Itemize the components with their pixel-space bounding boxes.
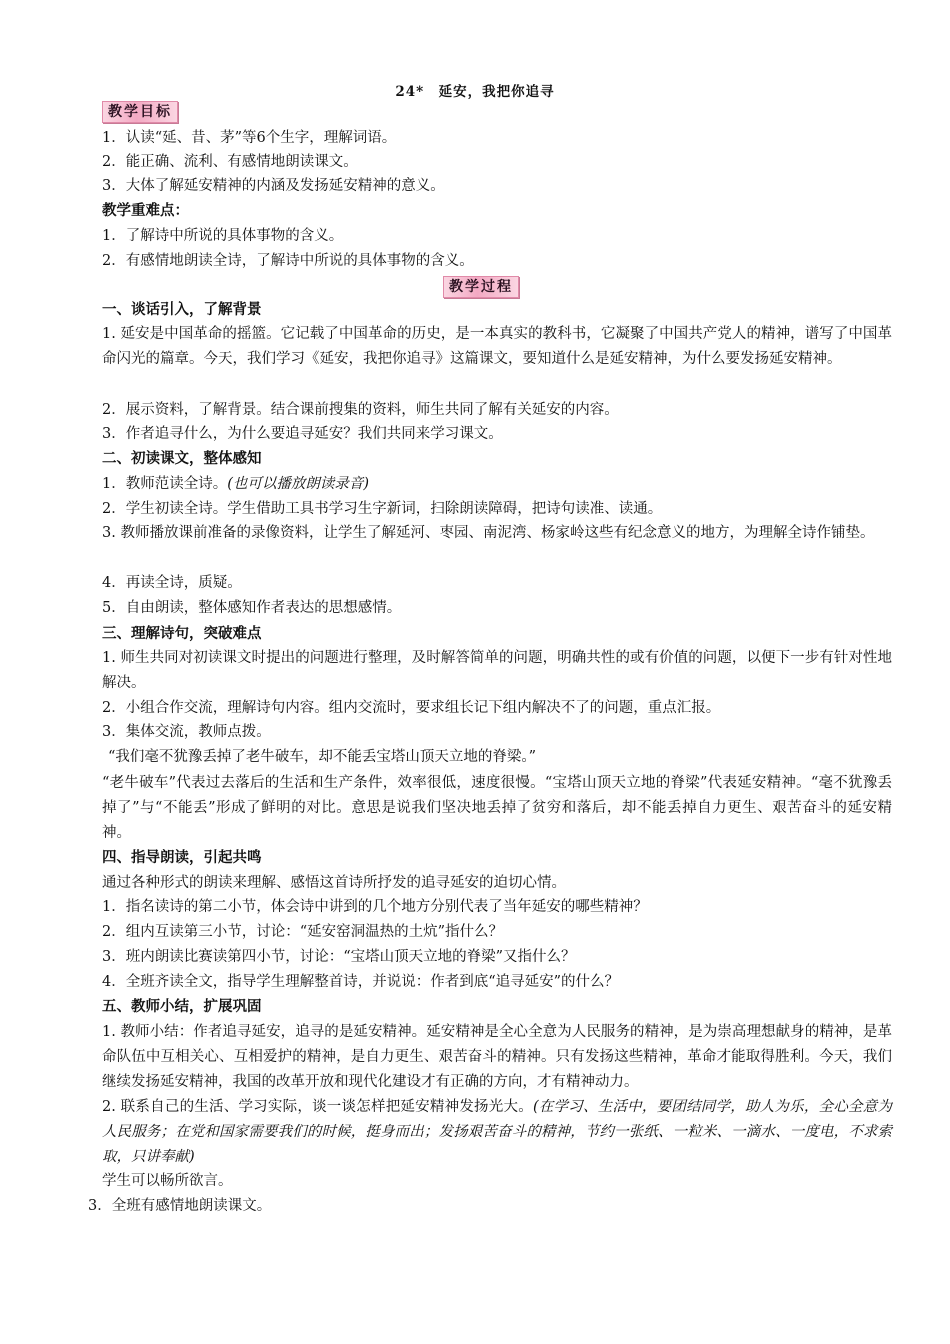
quote: “我们毫不犹豫丢掉了老牛破车，却不能丢宝塔山顶天立地的脊梁。” — [108, 749, 537, 765]
paragraph: 3．集体交流，教师点拨。 — [102, 724, 271, 740]
paragraph: 5．自由朗读，整体感知作者表达的思想感情。 — [102, 600, 402, 616]
paragraph: 3．班内朗读比赛读第四小节，讨论：“宝塔山顶天立地的脊梁”又指什么？ — [102, 949, 576, 965]
paragraph-text: 2. 联系自己的生活、学习实际，谈一谈怎样把延安精神发扬光大。 — [102, 1099, 533, 1115]
paragraph: 1. 教师小结：作者追寻延安，追寻的是延安精神。延安精神是全心全意为人民服务的精神，是为崇高理想献身的精神，是革命队伍中互相关心、互相爱护的精神，是自力更生、艰苦奋斗的精神。只有发扬这些精神，革命才能取得胜利。今天，我们继续发扬延安精神，我国的改革开放和现代化建设才有正确的方向，才有精神动力。 — [102, 1024, 892, 1090]
paragraph: “老牛破车”代表过去落后的生活和生产条件，效率很低，速度很慢。“宝塔山顶天立地的脊梁”代表延安精神。“毫不犹豫丢掉了”与“不能丢”形成了鲜明的对比。意思是说我们坚决地丢掉了贫穷和落后，却不能丢掉自力更生、艰苦奋斗的延安精神。 — [102, 775, 892, 841]
section-heading: 三、理解诗句，突破难点 — [102, 626, 262, 642]
paragraph: 2．学生初读全诗。学生借助工具书学习生字新词，扫除朗读障碍，把诗句读准、读通。 — [102, 501, 663, 517]
paragraph: 4．再读全诗，质疑。 — [102, 575, 242, 591]
paragraph: 1．指名读诗的第二小节，体会诗中讲到的几个地方分别代表了当年延安的哪些精神？ — [102, 899, 648, 915]
paragraph: 2．组内互读第三小节，讨论：“延安窑洞温热的土炕”指什么？ — [102, 924, 504, 940]
teaching-goals-badge: 教学目标 — [102, 101, 178, 123]
section-heading: 二、初读课文，整体感知 — [102, 451, 262, 467]
paragraph-note: (在学习、生活中，要团结同学，助人为乐，全心全意为人民服务；在党和国家需要我们的时候，挺身而出；发扬艰苦奋斗的精神，节约一张纸、一粒米、一滴水、一度电，不求索取，只讲奉献) — [102, 1099, 892, 1165]
section-heading: 四、指导朗读，引起共鸣 — [102, 850, 262, 866]
paragraph: 通过各种形式的朗读来理解、感悟这首诗所抒发的追寻延安的迫切心情。 — [102, 875, 566, 891]
paragraph: 2．小组合作交流，理解诗句内容。组内交流时，要求组长记下组内解决不了的问题，重点汇报。 — [102, 700, 721, 716]
paragraph: 3. 教师播放课前准备的录像资料，让学生了解延河、枣园、南泥湾、杨家岭这些有纪念意义的地方，为理解全诗作铺垫。 — [102, 525, 875, 541]
key-points-heading: 教学重难点： — [102, 203, 189, 219]
goal-item: 3．大体了解延安精神的内涵及发扬延安精神的意义。 — [102, 178, 445, 194]
paragraph-text: 1．教师范读全诗。 — [102, 476, 228, 492]
teaching-process-badge: 教学过程 — [443, 276, 519, 298]
paragraph: 学生可以畅所欲言。 — [102, 1173, 233, 1189]
goal-item: 1．认读“延、昔、茅”等6个生字，理解词语。 — [102, 130, 397, 146]
paragraph: 2．展示资料，了解背景。结合课前搜集的资料，师生共同了解有关延安的内容。 — [102, 402, 619, 418]
paragraph — [102, 1095, 892, 1170]
key-point-item: 1．了解诗中所说的具体事物的含义。 — [102, 228, 344, 244]
paragraph-text: 1. 延安是中国革命的摇篮。它记载了中国革命的历史，是一本真实的教科书，它凝聚了中国共产党人的精神，谱写了中国革命闪光的篇章。今天，我们学习《延安，我把你追寻》这篇课文，要知道什么是延安精神，为什么要发扬延安精神。 — [102, 326, 892, 367]
section-heading: 五、教师小结，扩展巩固 — [102, 999, 262, 1015]
section-heading: 一、谈话引入，了解背景 — [102, 302, 262, 318]
paragraph: 1. 师生共同对初读课文时提出的问题进行整理，及时解答简单的问题，明确共性的或有价值的问题，以便下一步有针对性地解决。 — [102, 650, 892, 691]
paragraph: 4．全班齐读全文，指导学生理解整首诗，并说说：作者到底“追寻延安”的什么？ — [102, 974, 620, 990]
paragraph — [102, 322, 892, 372]
paragraph: 3．作者追寻什么，为什么要追寻延安？我们共同来学习课文。 — [102, 426, 503, 442]
lesson-title: 24* 延安，我把你追寻 — [395, 84, 555, 100]
key-point-item: 2．有感情地朗读全诗，了解诗中所说的具体事物的含义。 — [102, 253, 474, 269]
paragraph-note: (也可以播放朗读录音) — [227, 476, 370, 492]
paragraph: 3．全班有感情地朗读课文。 — [88, 1198, 272, 1214]
goal-item: 2．能正确、流利、有感情地朗读课文。 — [102, 154, 358, 170]
paragraph — [102, 472, 892, 496]
